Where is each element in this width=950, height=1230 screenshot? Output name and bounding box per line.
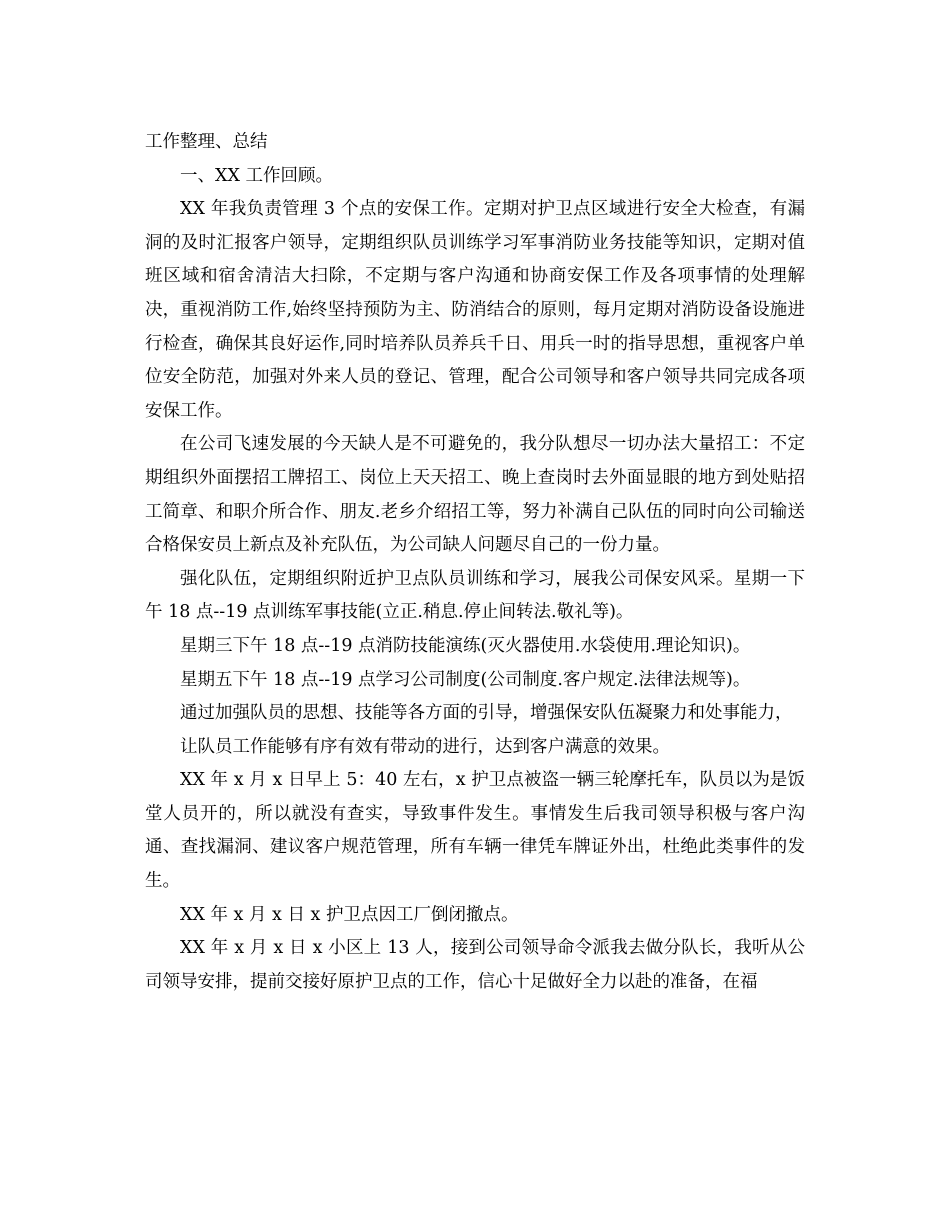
paragraph: XX 年 x 月 x 日 x 小区上 13 人，接到公司领导命令派我去做分队长，我听从公司领导安排，提前交接好原护卫点的工作，信心十足做好全力以赴的准备，在福 <box>145 938 805 992</box>
paragraph: 强化队伍，定期组织附近护卫点队员训练和学习，展我公司保安风采。星期一下午 18 点--19 点训练军事技能(立正.稍息.停止间转法.敬礼等)。 <box>145 568 805 623</box>
section-heading: 一、XX 工作回顾。 <box>180 165 333 186</box>
document-title: 工作整理、总结 <box>145 132 268 152</box>
paragraph: XX 年 x 月 x 日早上 5：40 左右，x 护卫点被盗一辆三轮摩托车，队员以为是饭堂人员开的，所以就没有查实，导致事件发生。事情发生后我司领导积极与客户沟通、查找漏洞、建议客户规范管理，所有车辆一律凭车牌证外出，杜绝此类事件的发生。 <box>145 770 805 892</box>
document-body <box>145 126 805 999</box>
paragraph: XX 年我负责管理 3 个点的安保工作。定期对护卫点区域进行安全大检查，有漏洞的及时汇报客户领导，定期组织队员训练学习军事消防业务技能等知识，定期对值班区域和宿舍清洁大扫除，不定期与客户沟通和协商安保工作及各项事情的处理解决，重视消防工作,始终坚持预防为主、防消结合的原则，每月定期对消防设备设施进行检查，确保其良好运作,同时培养队员养兵千日、用兵一时的指导思想，重视客户单位安全防范，加强对外来人员的登记、管理，配合公司领导和客户领导共同完成各项安保工作。 <box>145 199 805 421</box>
paragraph: 在公司飞速发展的今天缺人是不可避免的，我分队想尽一切办法大量招工：不定期组织外面摆招工牌招工、岗位上天天招工、晚上查岗时去外面显眼的地方到处贴招工简章、和职介所合作、朋友.老乡介绍招工等，努力补满自己队伍的同时向公司输送合格保安员上新点及补充队伍，为公司缺人问题尽自己的一份力量。 <box>145 434 805 556</box>
paragraph: XX 年 x 月 x 日 x 护卫点因工厂倒闭撤点。 <box>180 904 519 925</box>
paragraph: 通过加强队员的思想、技能等各方面的引导，增强保安队伍凝聚力和处事能力， <box>180 703 793 724</box>
paragraph: 星期五下午 18 点--19 点学习公司制度(公司制度.客户规定.法律法规等)。 <box>180 669 751 690</box>
paragraph: 让队员工作能够有序有效有带动的进行，达到客户满意的效果。 <box>180 736 670 757</box>
paragraph: 星期三下午 18 点--19 点消防技能演练(灭火器使用.水袋使用.理论知识)。 <box>180 635 751 656</box>
